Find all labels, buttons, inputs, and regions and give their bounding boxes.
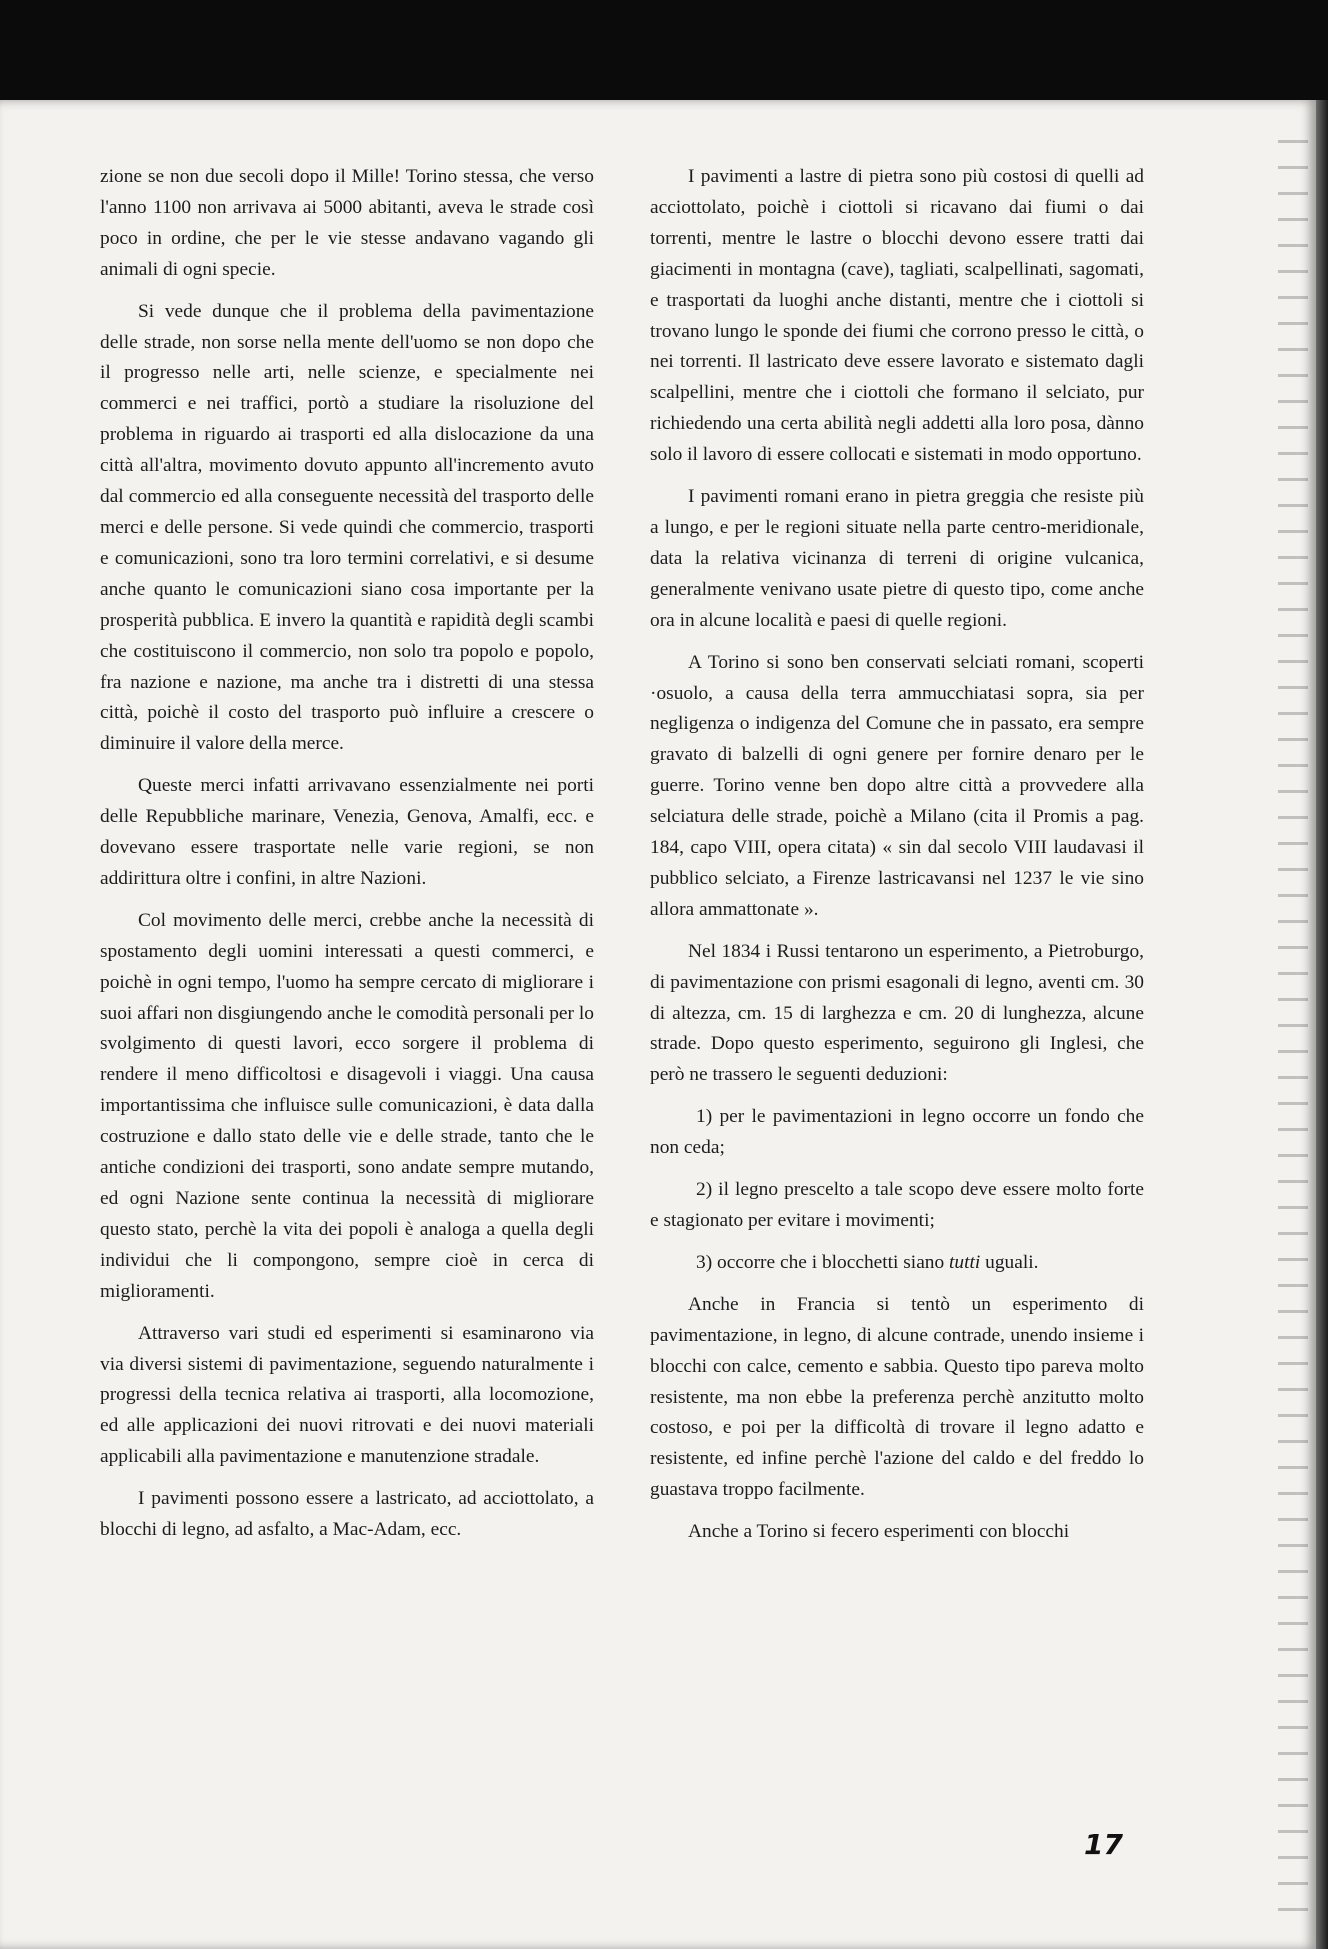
paragraph: Queste merci infatti arrivavano essenzialmente nei porti delle Repubbliche marinare, Venezia, Genova, Amalfi, ecc. e dovevano essere trasportate nelle varie regioni, se non addirittura oltre i confini, in altre Nazioni. — [100, 775, 594, 889]
paragraph: zione se non due secoli dopo il Mille! Torino stessa, che verso l'anno 1100 non arrivava ai 5000 abitanti, aveva le strade così poco in ordine, che per le vie stesse andavano vagando gli animali di ogni specie. — [100, 166, 594, 280]
paragraph: I pavimenti possono essere a lastricato, ad acciottolato, a blocchi di legno, ad asfalto, a Mac-Adam, ecc. — [100, 1488, 594, 1541]
right-column — [650, 162, 1144, 1559]
list-item-text: 3) occorre che i blocchetti siano — [696, 1251, 950, 1273]
left-column — [100, 162, 594, 1557]
paragraph: I pavimenti romani erano in pietra greggia che resiste più a lungo, e per le regioni situate nella parte centro-meridionale, data la relativa vicinanza di terreni di origine vulcanica, generalmente venivano usate pietre di questo tipo, come anche ora in alcune località e paesi di quelle regioni. — [650, 486, 1144, 631]
paragraph: Col movimento delle merci, crebbe anche la necessità di spostamento degli uomini interessati a questi commerci, e poichè in ogni tempo, l'uomo ha sempre cercato di migliorare i suoi affari non disgiungendo anche le comodità personali per lo svolgimento di questi lavori, ecco sorgere il problema di rendere il meno difficoltosi e disagevoli i viaggi. Una causa importantissima che influisce sulle comunicazioni, è data dalla costruzione e dallo stato delle vie e delle strade, tanto che le antiche condizioni dei trasporti, sono andate sempre mutando, ed ogni Nazione sente continua la necessità di migliorare questo stato, perchè la vita dei popoli è analoga a quella degli individui che li compongono, sempre cioè in cerca di miglioramenti. — [100, 909, 594, 1302]
list-item: 2) il legno prescelto a tale scopo deve essere molto forte e stagionato per evitare i movimenti; — [650, 1179, 1144, 1231]
paragraph: Si vede dunque che il problema della pavimentazione delle strade, non sorse nella mente dell'uomo se non dopo che il progresso nelle arti, nelle scienze, e specialmente nei commerci e nei traffici, portò a studiare la risoluzione del problema in riguardo ai trasporti ed alla dislocazione da una città all'altra, movimento dovuto appunto all'incremento avuto dal commercio ed alla conseguente necessità del trasporto delle merci e delle persone. Si vede quindi che commercio, trasporti e comunicazioni, sono tra loro termini correlativi, e si desume anche quanto le comunicazioni siano cosa importante per la prosperità pubblica. E invero la quantità e rapidità degli scambi che costituiscono il commercio, non solo tra popolo e popolo, fra nazione e nazione, ma anche tra i distretti di una stessa città, poichè il costo del trasporto può influire a crescere o diminuire il valore della merce. — [100, 300, 594, 755]
scan-top-border — [0, 0, 1328, 104]
paragraph: Nel 1834 i Russi tentarono un esperimento, a Pietroburgo, di pavimentazione con prismi esagonali di legno, aventi cm. 30 di altezza, cm. 15 di larghezza e cm. 20 di lunghezza, alcune strade. Dopo questo esperimento, seguirono gli Inglesi, che però ne trassero le seguenti deduzioni: — [650, 940, 1144, 1086]
paragraph: Attraverso vari studi ed esperimenti si esaminarono via via diversi sistemi di pavimentazione, seguendo naturalmente i progressi della tecnica relativa ai trasporti, alla locomozione, ed alle applicazioni dei nuovi ritrovati e dei nuovi materiali applicabili alla pavimentazione e manutenzione stradale. — [100, 1322, 594, 1468]
paragraph: I pavimenti a lastre di pietra sono più costosi di quelli ad acciottolato, poichè i ciottoli si ricavano dai fiumi o dai torrenti, mentre le lastre o blocchi devono essere tratti dai giacimenti in montagna (cave), tagliati, scalpellinati, sagomati, e trasportati da luoghi anche distanti, mentre che i ciottoli si trovano lungo le sponde dei fiumi che corrono presso le città, o nei torrenti. Il lastricato deve essere lavorato e sistemato dagli scalpellini, mentre che i ciottoli che formano il selciato, pur richiedendo una certa abilità negli addetti alla loro posa, dànno solo il lavoro di essere collocati e sistemati in modo opportuno. — [650, 166, 1144, 466]
list-item-text: uguali. — [980, 1251, 1039, 1273]
page-edge-shadow — [1316, 100, 1328, 1949]
paragraph: Anche a Torino si fecero esperimenti con blocchi — [688, 1521, 1070, 1543]
page-number: 17 — [1084, 1828, 1123, 1861]
list-item: 1) per le pavimentazioni in legno occorre un fondo che non ceda; — [650, 1106, 1144, 1159]
list-item — [650, 1248, 1144, 1279]
paragraph: Anche in Francia si tentò un esperimento di pavimentazione, in legno, di alcune contrade, unendo insieme i blocchi con calce, cemento e sabbia. Questo tipo pareva molto resistente, ma non ebbe la preferenza perchè anzitutto molto costoso, e poi per la difficoltà di trovare il legno adatto e resistente, ed infine perchè l'azione del caldo e del freddo lo guastava troppo facilmente. — [650, 1293, 1144, 1501]
paragraph: A Torino si sono ben conservati selciati romani, scoperti ·osuolo, a causa della terra ammucchiatasi sopra, sia per negligenza o indigenza del Comune che in passato, era sempre gravato di balzelli di ogni genere per fornire denaro per le guerre. Torino venne ben dopo altre città a provvedere alla selciatura delle strade, poichè a Milano (cita il Promis a pag. 184, capo VIII, opera citata) « sin dal secolo VIII laudavasi il pubblico selciato, a Firenze lastricavansi nel 1237 le vie sino allora ammattonate ». — [650, 651, 1144, 920]
emphasis-text: tutti — [949, 1251, 981, 1273]
binding-marks — [1278, 140, 1308, 1920]
